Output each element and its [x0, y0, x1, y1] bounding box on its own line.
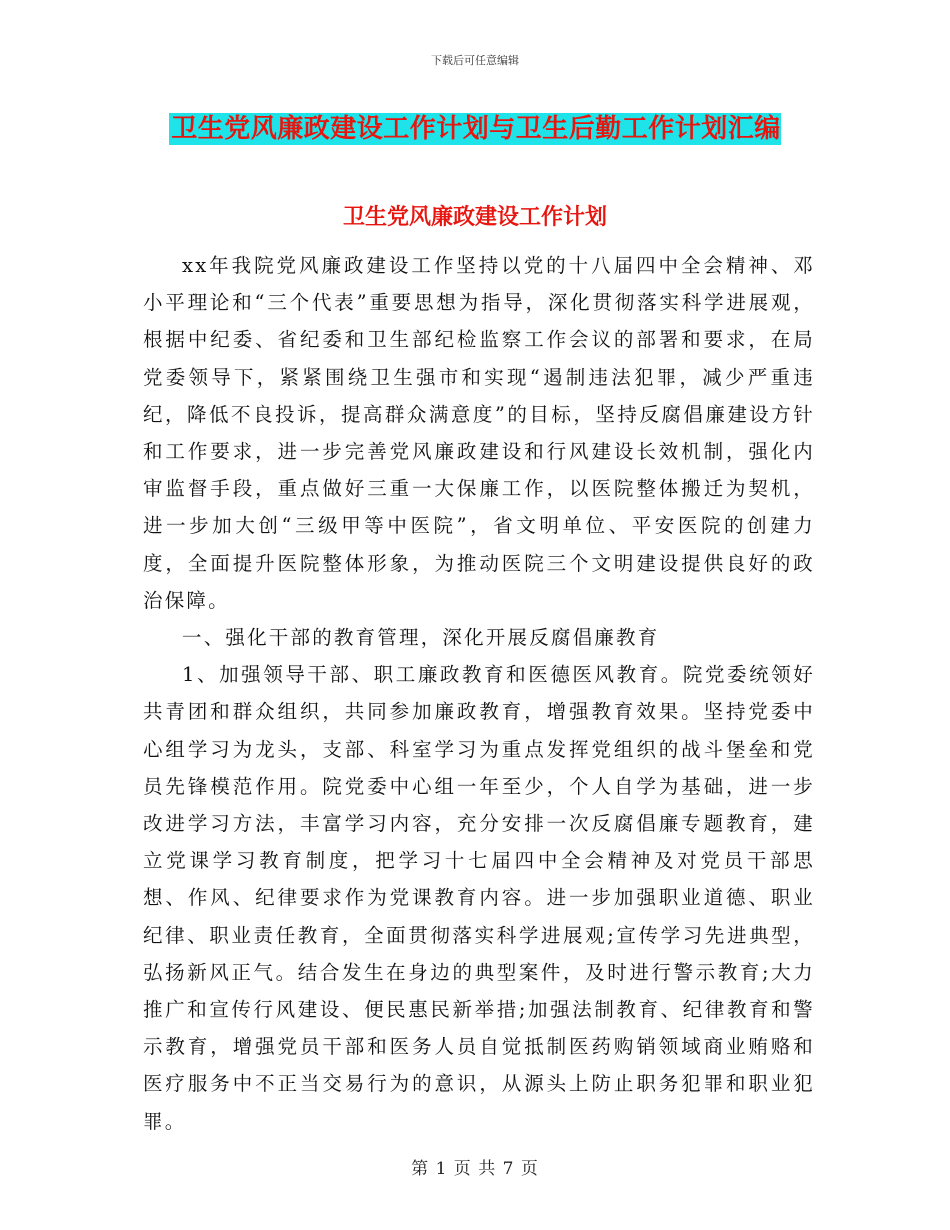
paragraph-heading-one: 一、强化干部的教育管理，深化开展反腐倡廉教育 — [182, 626, 660, 650]
document-body — [143, 247, 815, 1140]
paragraph-item-one: 1、加强领导干部、职工廉政教育和医德医风教育。院党委统领好共青团和群众组织，共同参加廉政教育，增强教育效果。坚持党委中心组学习为龙头，支部、科室学习为重点发挥党组织的战斗堡垒和党员先锋模范作用。院党委中心组一年至少，个人自学为基础，进一步改进学习方法，丰富学习内容，充分安排一次反腐倡廉专题教育，建立党课学习教育制度，把学习十七届四中全会精神及对党员干部思想、作风、纪律要求作为党课教育内容。进一步加强职业道德、职业纪律、职业责任教育，全面贯彻落实科学进展观;宣传学习先进典型，弘扬新风正气。结合发生在身边的典型案件，及时进行警示教育;大力推广和宣传行风建设、便民惠民新举措;加强法制教育、纪律教育和警示教育，增强党员干部和医务人员自觉抵制医药购销领域商业贿赂和医疗服务中不正当交易行为的意识，从源头上防止职务犯罪和职业犯罪。 — [143, 663, 815, 1133]
section-title: 卫生党风廉政建设工作计划 — [342, 204, 607, 230]
page-number: 第 1 页 共 7 页 — [411, 1159, 539, 1179]
main-title-container — [0, 113, 950, 145]
header-note: 下载后可任意编辑 — [431, 54, 519, 67]
main-title: 卫生党风廉政建设工作计划与卫生后勤工作计划汇编 — [171, 114, 781, 144]
paragraph-intro: xx年我院党风廉政建设工作坚持以党的十八届四中全会精神、邓小平理论和“三个代表”重要思想为指导，深化贯彻落实科学进展观，根据中纪委、省纪委和卫生部纪检监察工作会议的部署和要求，在局党委领导下，紧紧围绕卫生强市和实现“遏制违法犯罪，减少严重违纪，降低不良投诉，提高群众满意度”的目标，坚持反腐倡廉建设方针和工作要求，进一步完善党风廉政建设和行风建设长效机制，强化内审监督手段，重点做好三重一大保廉工作，以医院整体搬迁为契机，进一步加大创“三级甲等中医院”，省文明单位、平安医院的创建力度，全面提升医院整体形象，为推动医院三个文明建设提供良好的政治保障。 — [143, 254, 815, 612]
